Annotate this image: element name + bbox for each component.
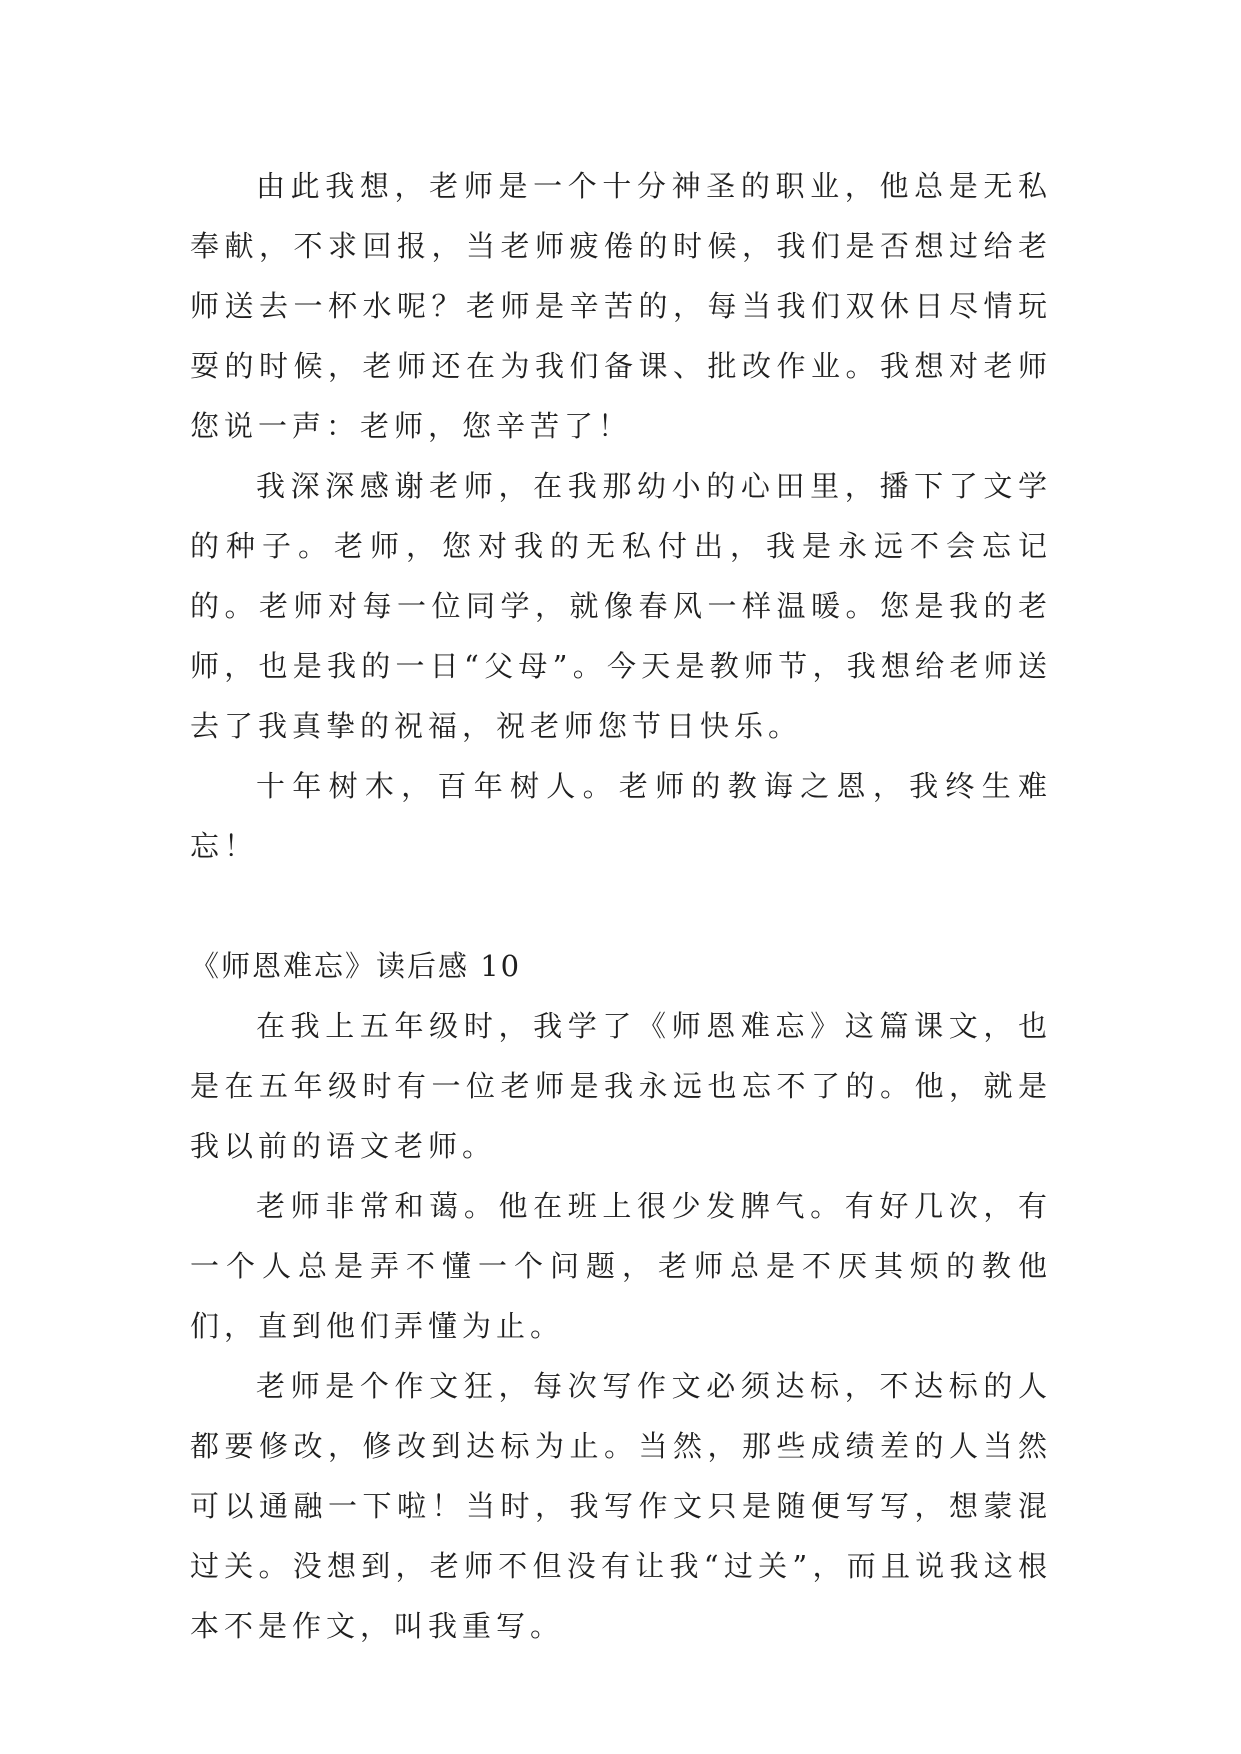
paragraph: 在我上五年级时，我学了《师恩难忘》这篇课文，也是在五年级时有一位老师是我永远也忘不了的。他，就是我以前的语文老师。 [190,1009,1052,1163]
section-title: 《师恩难忘》读后感 10 [190,949,522,983]
document-body [190,156,1052,1656]
paragraph: 十年树木，百年树人。老师的教诲之恩，我终生难忘！ [190,769,1052,863]
paragraph: 由此我想，老师是一个十分神圣的职业，他总是无私奉献，不求回报，当老师疲倦的时候，我们是否想过给老师送去一杯水呢？老师是辛苦的，每当我们双休日尽情玩耍的时候，老师还在为我们备课、批改作业。我想对老师您说一声：老师，您辛苦了！ [190,169,1052,443]
paragraph: 我深深感谢老师，在我那幼小的心田里，播下了文学的种子。老师，您对我的无私付出，我是永远不会忘记的。老师对每一位同学，就像春风一样温暖。您是我的老师，也是我的一日“父母”。今天是教师节，我想给老师送去了我真挚的祝福，祝老师您节日快乐。 [190,469,1052,743]
paragraph: 老师是个作文狂，每次写作文必须达标，不达标的人都要修改，修改到达标为止。当然，那些成绩差的人当然可以通融一下啦！当时，我写作文只是随便写写，想蒙混过关。没想到，老师不但没有让我“过关”，而且说我这根本不是作文，叫我重写。 [190,1369,1052,1643]
paragraph: 老师非常和蔼。他在班上很少发脾气。有好几次，有一个人总是弄不懂一个问题，老师总是不厌其烦的教他们，直到他们弄懂为止。 [190,1189,1052,1343]
